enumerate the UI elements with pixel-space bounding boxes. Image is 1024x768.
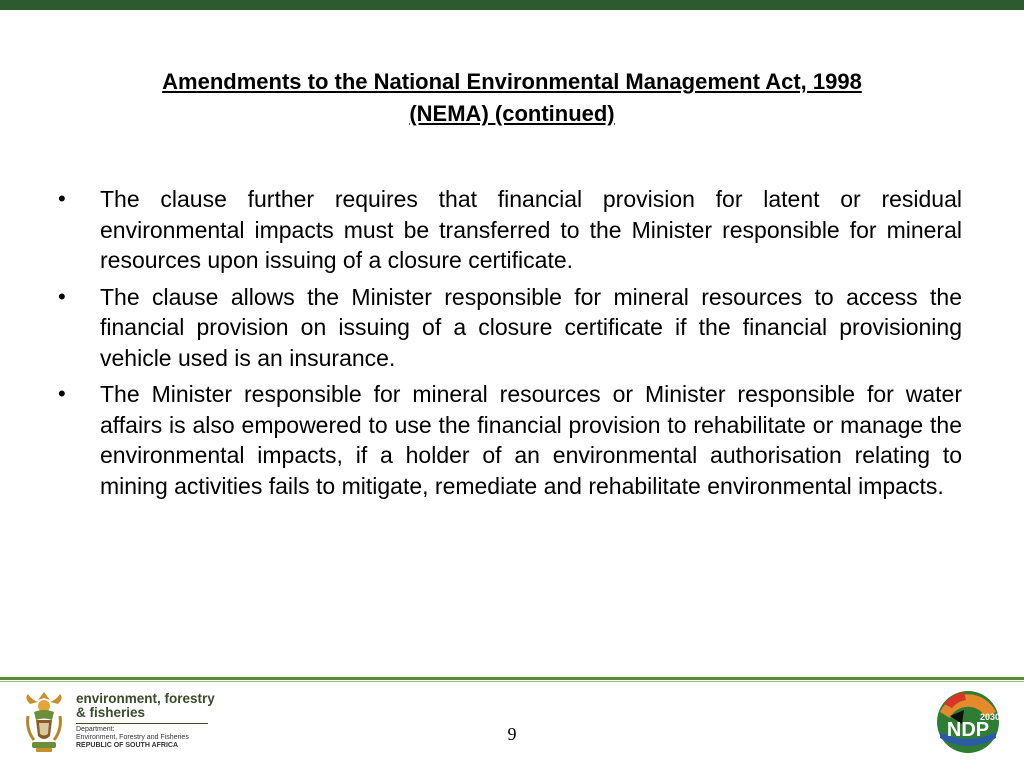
bullet-item — [56, 282, 962, 374]
ndp-logo — [934, 686, 1002, 756]
bullet-text: The clause allows the Minister responsible for mineral resources to access the financial provision on issuing of a closure certificate if the financial provisioning vehicle used is an insurance. — [100, 283, 962, 371]
page-number: 9 — [507, 724, 517, 744]
footer-divider — [0, 677, 1024, 680]
bullet-list — [56, 184, 962, 507]
bullet-dot-icon: • — [58, 186, 66, 211]
department-name — [76, 692, 215, 720]
slide-title-line-2: (NEMA) (continued) — [409, 101, 615, 126]
department-full-name: Environment, Forestry and Fisheries — [76, 734, 189, 741]
slide-title — [60, 66, 964, 130]
ndp-2030-logo-icon — [934, 686, 1002, 756]
bullet-dot-icon: • — [58, 283, 66, 309]
ndp-year-text: 2030 — [980, 712, 1001, 722]
slide-title-line-1: Amendments to the National Environmental Management Act, 1998 — [162, 69, 862, 94]
bullet-text: The Minister responsible for mineral resources or Minister responsible for water affairs is also empowered to use the financial provision to rehabilitate or manage the environmental impacts, if a holder of an environmental authorisation relating to mining activities fails to mitigate, remediate and rehabilitate environmental impacts. — [100, 381, 962, 499]
department-name-line-2: & fisheries — [76, 705, 146, 720]
department-details — [76, 726, 189, 750]
department-rule — [76, 723, 208, 724]
department-name-line-1: environment, forestry — [76, 691, 215, 706]
bullet-item — [56, 184, 962, 276]
bullet-item — [56, 379, 962, 501]
bullet-text: The clause further requires that financial provision for latent or residual environmental impacts must be transferred to the Minister responsible for mineral resources upon issuing of a closure certificate. — [100, 186, 962, 273]
department-label: Department: — [76, 726, 115, 733]
department-logo — [20, 688, 220, 758]
coat-of-arms-icon — [20, 690, 68, 754]
footer-divider-light — [0, 681, 1024, 682]
ndp-text: NDP — [946, 719, 990, 741]
country-name: REPUBLIC OF SOUTH AFRICA — [76, 742, 179, 749]
bullet-dot-icon: • — [58, 381, 66, 406]
top-green-bar — [0, 0, 1024, 10]
